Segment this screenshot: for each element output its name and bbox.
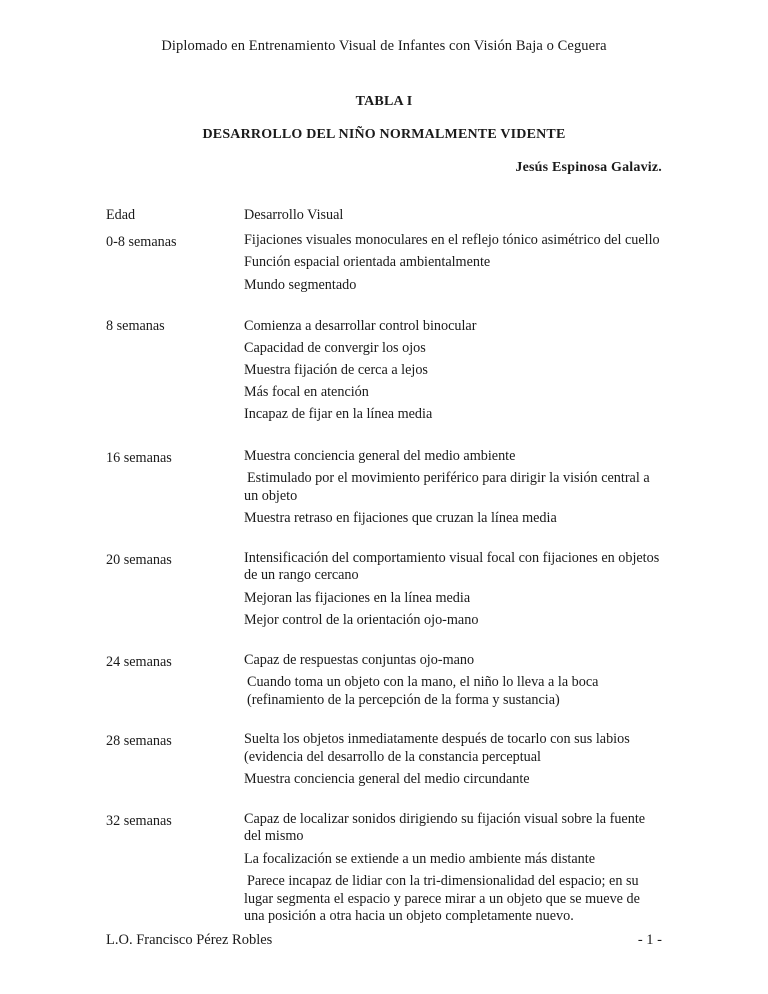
footer-author: L.O. Francisco Pérez Robles (106, 932, 273, 948)
row-development (244, 448, 662, 528)
table-row (106, 550, 662, 630)
table-row (106, 232, 662, 295)
list-item: Comienza a desarrollar control binocular (244, 318, 477, 335)
row-age: 16 semanas (106, 449, 172, 466)
row-age: 32 semanas (106, 812, 172, 829)
list-item: Capacidad de convergir los ojos (244, 340, 426, 357)
list-item: Parece incapaz de lidiar con la tri-dimensionalidad del espacio; en su lugar segmenta el espacio y parece mirar a un objeto que se mueve de una posición a otra hacia un objeto completamente nuevo. (244, 873, 640, 925)
list-item: Capaz de localizar sonidos dirigiendo su fijación visual sobre la fuente del mismo (244, 810, 646, 845)
row-age: 0-8 semanas (106, 233, 177, 250)
row-development (244, 731, 662, 789)
column-header-development: Desarrollo Visual (244, 207, 344, 224)
list-item: Cuando toma un objeto con la mano, el niño lo lleva a la boca (refinamiento de la percepción de la forma y sustancia) (247, 674, 599, 708)
row-development (244, 811, 662, 926)
list-item: Intensificación del comportamiento visual focal con fijaciones en objetos de un rango cercano (244, 549, 660, 584)
document-header: Diplomado en Entrenamiento Visual de Infantes con Visión Baja o Ceguera (161, 38, 607, 54)
page-footer (106, 932, 662, 949)
list-item: Incapaz de fijar en la línea media (244, 406, 433, 423)
document-content (106, 0, 662, 926)
list-item: Estimulado por el movimiento periférico para dirigir la visión central a un objeto (244, 470, 650, 504)
row-age: 24 semanas (106, 653, 172, 670)
table-row (106, 316, 662, 426)
row-age: 20 semanas (106, 551, 172, 568)
list-item: Suelta los objetos inmediatamente después de tocarlo con sus labios (evidencia del desarrollo de la constancia perceptual (244, 731, 630, 765)
table-header-row (106, 205, 662, 227)
table-label: TABLA I (355, 94, 413, 110)
list-item: La focalización se extiende a un medio ambiente más distante (244, 850, 596, 867)
list-item: Muestra retraso en fijaciones que cruzan la línea media (244, 510, 557, 527)
list-item: Muestra fijación de cerca a lejos (244, 362, 428, 379)
row-development (244, 652, 662, 710)
list-item: Mejor control de la orientación ojo-mano (244, 612, 479, 629)
list-item: Mejoran las fijaciones en la línea media (244, 589, 471, 606)
list-item: Muestra conciencia general del medio ambiente (244, 447, 516, 464)
table-row (106, 811, 662, 926)
table-row (106, 448, 662, 528)
column-header-age: Edad (106, 207, 136, 224)
author-name: Jesús Espinosa Galaviz. (515, 160, 662, 176)
list-item: Fijaciones visuales monoculares en el reflejo tónico asimétrico del cuello (244, 231, 660, 248)
page-number: - 1 - (637, 932, 662, 948)
list-item: Muestra conciencia general del medio circundante (244, 771, 530, 788)
row-age: 28 semanas (106, 733, 172, 750)
row-development (244, 316, 662, 426)
development-table (106, 205, 662, 926)
table-row (106, 731, 662, 789)
list-item: Mundo segmentado (244, 276, 357, 293)
row-age: 8 semanas (106, 318, 165, 335)
list-item: Capaz de respuestas conjuntas ojo-mano (244, 651, 475, 668)
list-item: Más focal en atención (244, 384, 369, 401)
row-development (244, 550, 662, 630)
row-development (244, 232, 662, 295)
table-row (106, 652, 662, 710)
list-item: Función espacial orientada ambientalmente (244, 254, 491, 271)
page-title: DESARROLLO DEL NIÑO NORMALMENTE VIDENTE (202, 127, 566, 143)
